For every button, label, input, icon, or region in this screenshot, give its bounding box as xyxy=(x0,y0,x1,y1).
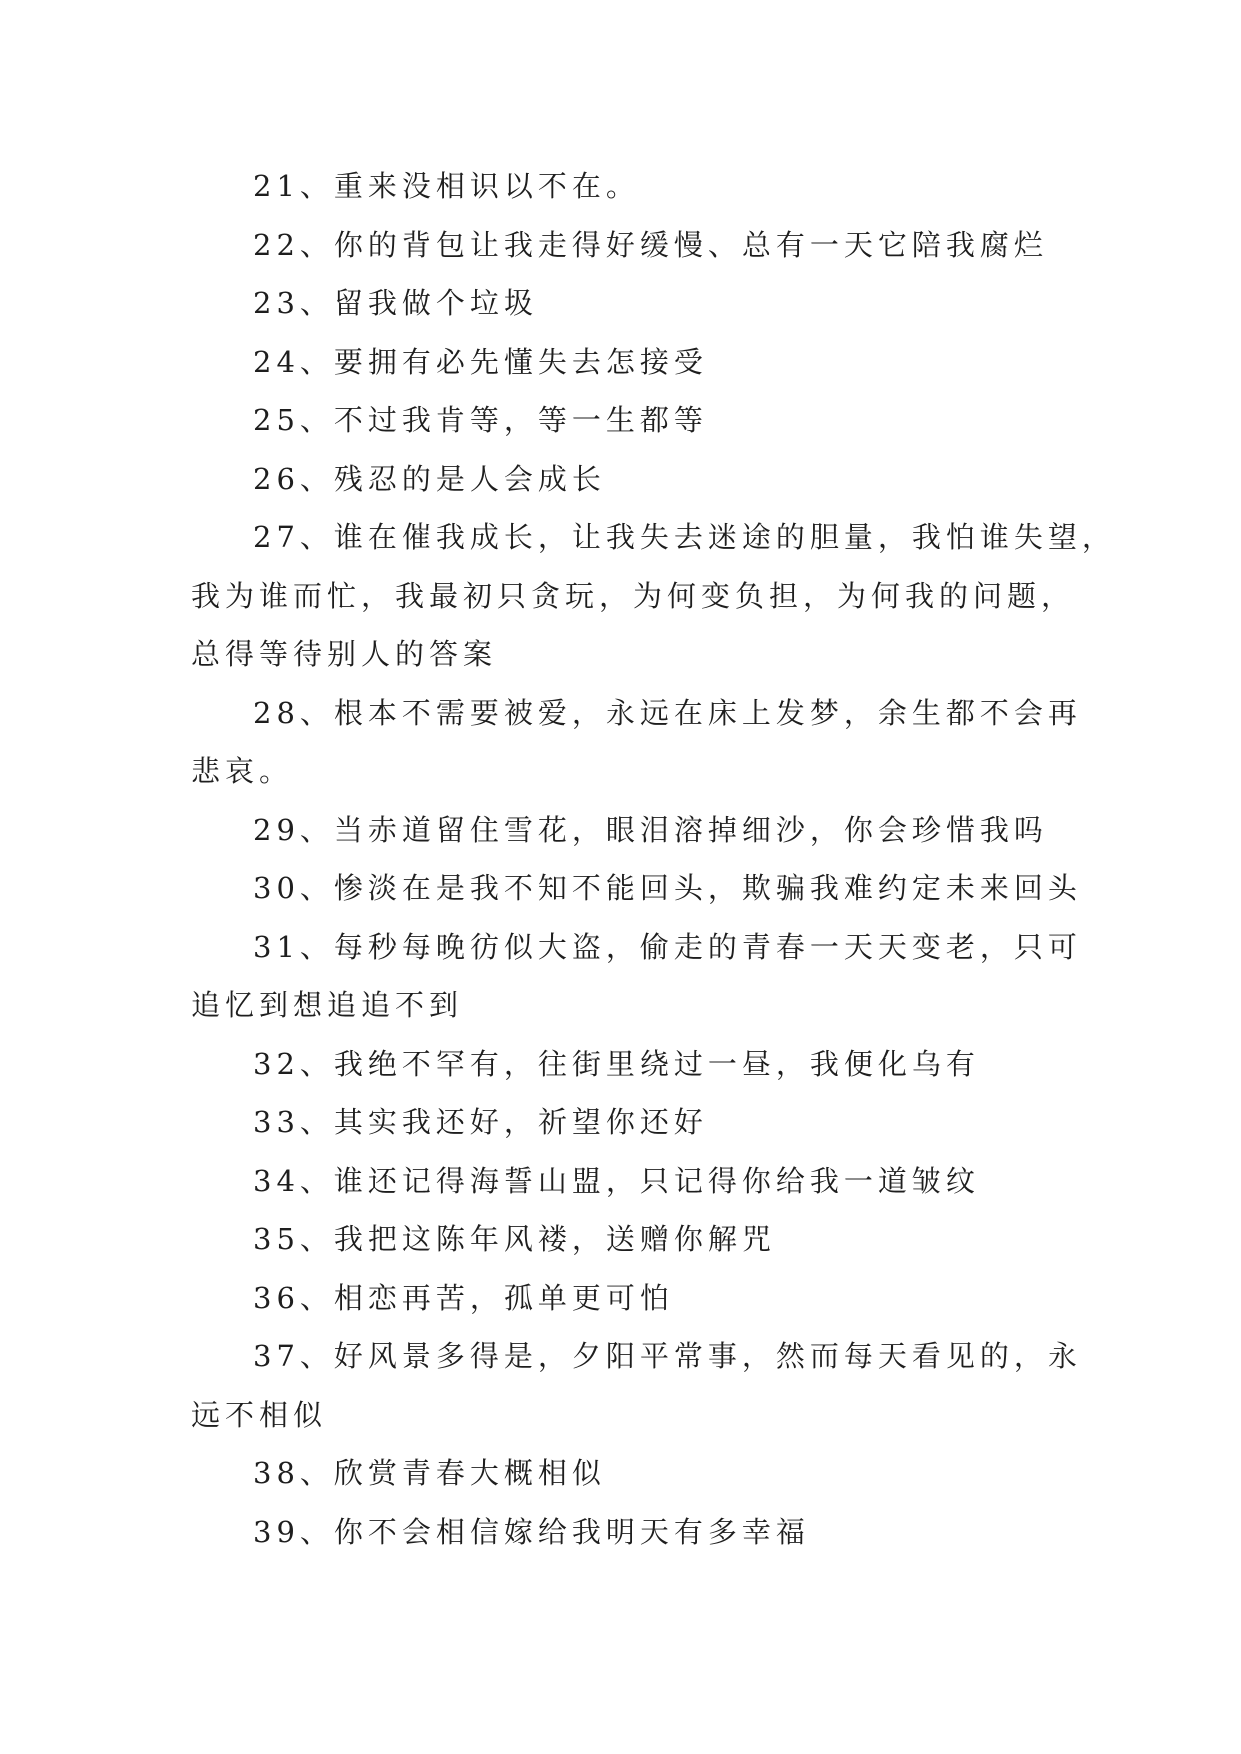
list-item-line: 33、其实我还好，祈望你还好 xyxy=(253,1105,708,1139)
list-item-35 xyxy=(191,1210,1191,1269)
list-item-line: 26、残忍的是人会成长 xyxy=(253,461,606,496)
list-item-29 xyxy=(191,801,1191,860)
list-item-24 xyxy=(191,333,1191,392)
list-item-line: 远不相似 xyxy=(191,1397,328,1432)
list-item-line: 22、你的背包让我走得好缓慢、总有一天它陪我腐烂 xyxy=(253,227,1048,262)
list-item-34 xyxy=(191,1152,1191,1211)
list-item-26 xyxy=(191,450,1191,509)
list-item-line: 23、留我做个垃圾 xyxy=(253,286,538,320)
list-item-27 xyxy=(191,508,1191,684)
list-item-line: 35、我把这陈年风褛，送赠你解咒 xyxy=(253,1222,776,1256)
list-item-37 xyxy=(191,1327,1191,1444)
list-item-line: 我为谁而忙，我最初只贪玩，为何变负担，为何我的问题， xyxy=(191,578,1076,613)
list-item-line: 追忆到想追追不到 xyxy=(191,988,464,1022)
list-item-28 xyxy=(191,684,1191,801)
list-item-line: 39、你不会相信嫁给我明天有多幸福 xyxy=(253,1514,810,1549)
list-item-22 xyxy=(191,216,1191,275)
list-item-line: 21、重来没相识以不在。 xyxy=(253,169,640,203)
list-item-line: 31、每秒每晚彷似大盗，偷走的青春一天天变老，只可 xyxy=(253,929,1082,964)
list-item-line: 27、谁在催我成长，让我失去迷途的胆量，我怕谁失望， xyxy=(253,520,1116,554)
list-item-31 xyxy=(191,918,1191,1035)
list-item-line: 34、谁还记得海誓山盟，只记得你给我一道皱纹 xyxy=(253,1163,980,1198)
list-item-39 xyxy=(191,1503,1191,1562)
list-item-line: 25、不过我肯等，等一生都等 xyxy=(253,403,708,437)
list-item-36 xyxy=(191,1269,1191,1328)
list-item-line: 36、相恋再苦，孤单更可怕 xyxy=(253,1280,674,1315)
list-item-32 xyxy=(191,1035,1191,1094)
list-item-line: 总得等待别人的答案 xyxy=(191,637,498,671)
list-item-line: 30、惨淡在是我不知不能回头，欺骗我难约定未来回头 xyxy=(253,871,1082,905)
list-item-21 xyxy=(191,157,1191,216)
list-item-23 xyxy=(191,274,1191,333)
list-item-line: 28、根本不需要被爱，永远在床上发梦，余生都不会再 xyxy=(253,695,1082,730)
list-item-line: 29、当赤道留住雪花，眼泪溶掉细沙，你会珍惜我吗 xyxy=(253,812,1048,847)
list-item-38 xyxy=(191,1444,1191,1503)
list-item-33 xyxy=(191,1093,1191,1152)
list-item-25 xyxy=(191,391,1191,450)
list-item-line: 32、我绝不罕有，往街里绕过一昼，我便化乌有 xyxy=(253,1046,980,1081)
list-item-line: 38、欣赏青春大概相似 xyxy=(253,1456,606,1490)
list-item-line: 悲哀。 xyxy=(191,754,294,788)
list-item-30 xyxy=(191,859,1191,918)
list-item-line: 24、要拥有必先懂失去怎接受 xyxy=(253,344,708,379)
list-item-line: 37、好风景多得是，夕阳平常事，然而每天看见的，永 xyxy=(253,1339,1082,1373)
document-body xyxy=(191,157,1191,1561)
